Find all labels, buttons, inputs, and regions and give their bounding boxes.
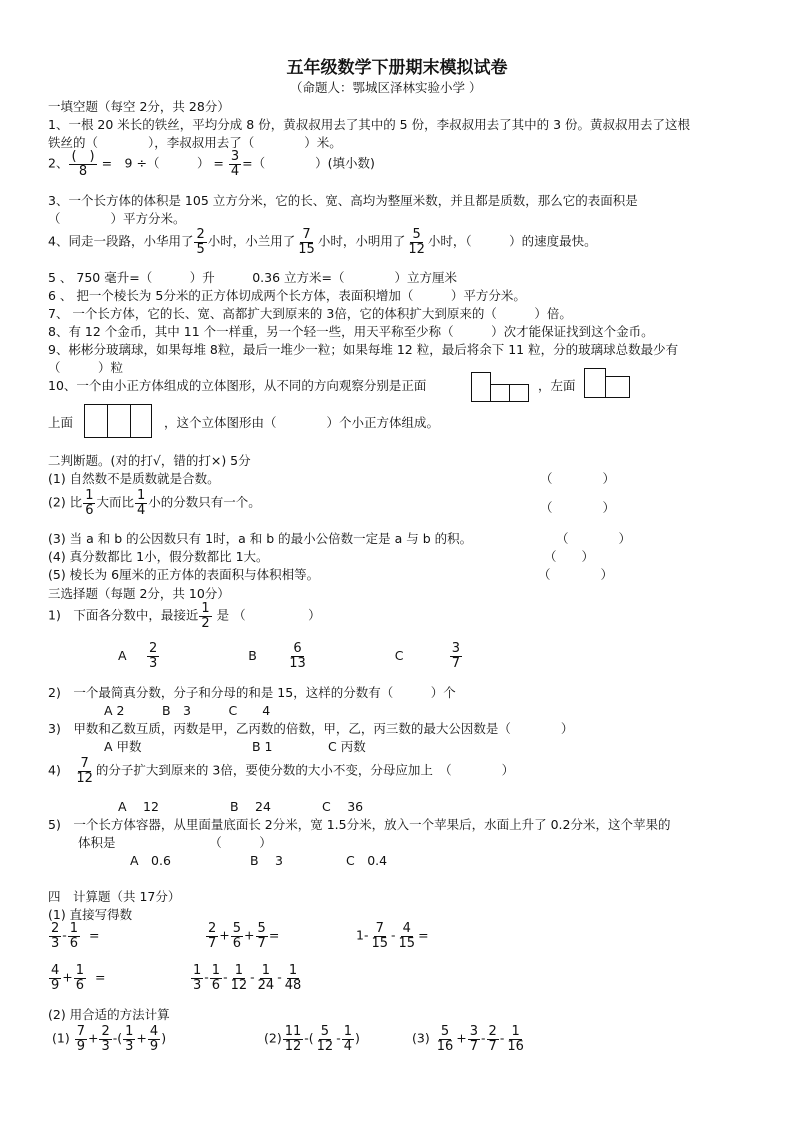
calc-r1-e2: $\frac{2}{7}$ + $\frac{5}{6}$ + $\frac{5}{7}$ = [208, 921, 280, 951]
q3-line2: （ ）平方分米。 [48, 211, 186, 226]
choice-1: 1) 下面各分数中，最接近 $\frac{1}{2}$ 是 （ ） [48, 601, 321, 631]
judge-4: (4) 真分数都比 1小，假分数都比 1大。 [48, 549, 269, 564]
q2-fraction-2: $\frac{3}{4}$ [230, 149, 240, 179]
q9-line1: 9、彬彬分玻璃球，如果每堆 8粒，最后一堆少一粒；如果每堆 12 粒，最后将余下 11 粒，分的玻璃球总数最少有 [48, 342, 679, 357]
choice-2: 2) 一个最简真分数，分子和分母的和是 15，这样的分数有（ ）个 [48, 685, 456, 700]
choice-3: 3) 甲数和乙数互质，丙数是甲，乙丙数的倍数，甲，乙，丙三数的最大公因数是（ ） [48, 721, 574, 736]
judge-1-answer: （ ） [540, 471, 616, 486]
section4-heading: 四 计算题（共 17分） [48, 889, 181, 904]
q10-line2: ，这个立体图形由（ ）个小正方体组成。 [164, 415, 440, 430]
choice-3-options: A 甲数 B 1 C 丙数 [104, 739, 366, 754]
judge-5-answer: （ ） [538, 567, 614, 582]
judge-5: (5) 棱长为 6厘米的正方体的表面积与体积相等。 [48, 567, 320, 582]
part-2-label: (2) 用合适的方法计算 [48, 1007, 170, 1022]
calc-method-2: (2) $\frac{11}{12}$ -( $\frac{5}{12}$ - $\frac{1}{4}$ ) [264, 1024, 360, 1054]
calc-r2-e1: $\frac{4}{9}$ + $\frac{1}{6}$ = [51, 963, 106, 993]
calc-r1-e1: $\frac{2}{3}$ - $\frac{1}{6}$ = [51, 921, 100, 951]
judge-3-answer: （ ） [556, 531, 632, 546]
page-title: 五年级数学下册期末模拟试卷 [286, 58, 508, 78]
q9-line2: （ ）粒 [48, 360, 124, 375]
judge-2-answer: （ ） [540, 500, 616, 515]
judge-2-fraction-2: $\frac{1}{4}$ [136, 488, 146, 518]
calc-method-3: (3) $\frac{5}{16}$ + $\frac{3}{7}$ - $\frac{2}{7}$ - $\frac{1}{16}$ [412, 1024, 524, 1054]
part-1-label: (1) 直接写得数 [48, 907, 133, 922]
section3-heading: 三选择题（每题 2分，共 10分） [48, 586, 230, 601]
q10-line1: 10、一个由小正方体组成的立体图形，从不同的方向观察分别是正面 [48, 378, 427, 393]
q4: 4、同走一段路，小华用了 $\frac{2}{5}$ 小时，小兰用了 $\frac{7}{15}$ 小时，小明用了 $\frac{5}{12}$ 小时，（ ）的速度最快。 [48, 227, 597, 257]
q4-fraction-3: $\frac{5}{12}$ [408, 227, 425, 257]
q2 [48, 150, 375, 178]
q10-top-label: 上面 [48, 415, 74, 430]
choice-5-line2: 体积是 （ ） [78, 835, 272, 850]
choice-4: 4) $\frac{7}{12}$ 的分子扩大到原来的 3倍，要使分数的大小不变，分母应加上 （ ） [48, 756, 515, 786]
choice-4-fraction: $\frac{7}{12}$ [76, 756, 93, 786]
q2-fraction-1: $\frac{( )}{8}$ [71, 149, 95, 179]
q2-post: =（ ）(填小数) [242, 155, 375, 171]
choice-5-options: A 0.6 B 3 C 0.4 [130, 853, 388, 868]
judge-1: (1) 自然数不是质数就是合数。 [48, 471, 220, 486]
q8: 8、有 12 个金币，其中 11 个一样重，另一个轻一些，用天平称至少称（ ）次才能保证找到这个金币。 [48, 324, 654, 339]
choice-1-options: A $\frac{2}{3}$ B $\frac{6}{13}$ C $\frac{3}{7}$ [118, 641, 461, 671]
q5: 5 、 750 毫升=（ ）升 0.36 立方米=（ ）立方厘米 [48, 270, 457, 285]
q4-fraction-1: $\frac{2}{5}$ [196, 227, 205, 257]
q2-label: 2、 [48, 155, 69, 171]
section1-heading: 一填空题（每空 2分，共 28分） [48, 99, 230, 114]
q6: 6 、 把一个棱长为 5分米的正方体切成两个长方体，表面积增加（ ）平方分米。 [48, 288, 526, 303]
choice-4-options: A 12 B 24 C 36 [118, 799, 364, 814]
calc-method-1: (1) $\frac{7}{9}$ + $\frac{2}{3}$ -( $\frac{1}{3}$ + $\frac{4}{9}$ ) [52, 1024, 167, 1054]
section2-heading: 二判断题。(对的打√，错的打×) 5分 [48, 453, 251, 468]
q2-mid: = 9 ÷（ ） = [97, 155, 228, 171]
q10-left-view [584, 368, 634, 400]
calc-r1-e3: 1- $\frac{7}{15}$ - $\frac{4}{15}$ = [356, 921, 429, 951]
calc-r2-e2: $\frac{1}{3}$ - $\frac{1}{6}$ - $\frac{1}{12}$ - $\frac{1}{24}$ - $\frac{1}{48}$ [193, 963, 302, 993]
choice-2-options: A 2 B 3 C 4 [104, 703, 271, 718]
judge-2-fraction-1: $\frac{1}{6}$ [85, 488, 94, 518]
q3-line1: 3、一个长方体的体积是 105 立方分米，它的长、宽、高均为整厘米数，并且都是质数，那么它的表面积是 [48, 193, 638, 208]
q1-line2: 铁丝的（ ），李叔叔用去了（ ）米。 [48, 135, 342, 150]
q10-front-view [471, 372, 531, 404]
q7: 7、 一个长方体，它的长、宽、高都扩大到原来的 3倍，它的体积扩大到原来的（ ）倍。 [48, 306, 572, 321]
judge-4-answer: （ ） [544, 549, 595, 564]
author-line: （命题人：鄂城区泽林实验小学 ） [290, 80, 482, 95]
q10-left-label: ，左面 [538, 378, 576, 393]
q1-line1: 1、一根 20 米长的铁丝，平均分成 8 份，黄叔叔用去了其中的 5 份，李叔叔用去了其中的 3 份。黄叔叔用去了这根 [48, 117, 691, 132]
choice-1-fraction: $\frac{1}{2}$ [201, 601, 210, 631]
choice-5-line1: 5) 一个长方体容器，从里面量底面长 2分米，宽 1.5分米，放入一个苹果后，水面上升了 0.2分米，这个苹果的 [48, 817, 671, 832]
q10-top-view [84, 404, 156, 438]
judge-3: (3) 当 a 和 b 的公因数只有 1时，a 和 b 的最小公倍数一定是 a 与 b 的积。 [48, 531, 473, 546]
judge-2: (2) 比 $\frac{1}{6}$ 大而比 $\frac{1}{4}$ 小的分数只有一个。 [48, 488, 261, 518]
q4-fraction-2: $\frac{7}{15}$ [298, 227, 315, 257]
